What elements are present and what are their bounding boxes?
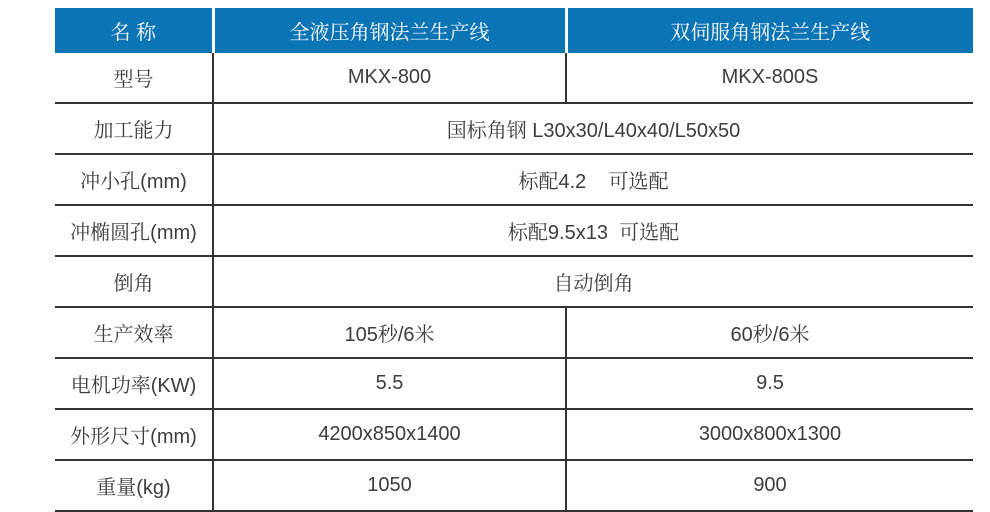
- table-row-motor-power: [55, 358, 973, 409]
- row-label: 冲椭圆孔(mm): [55, 205, 213, 256]
- model-product-1: MKX-800: [213, 53, 566, 103]
- table-row-oblong-hole: [55, 205, 973, 256]
- row-label: 电机功率(KW): [55, 358, 213, 409]
- chamfer-value: 自动倒角: [213, 256, 973, 307]
- weight-product-1: 1050: [213, 460, 566, 511]
- row-label: 型号: [55, 53, 213, 103]
- table-row-small-hole: [55, 154, 973, 205]
- motor-power-product-1: 5.5: [213, 358, 566, 409]
- row-label: 生产效率: [55, 307, 213, 358]
- model-product-2: MKX-800S: [566, 53, 973, 103]
- row-label: 冲小孔(mm): [55, 154, 213, 205]
- header-product-2: 双伺服角钢法兰生产线: [566, 8, 973, 53]
- dimensions-product-2: 3000x800x1300: [566, 409, 973, 460]
- weight-product-2: 900: [566, 460, 973, 511]
- table-header-row: [55, 8, 973, 53]
- header-product-1: 全液压角钢法兰生产线: [213, 8, 566, 53]
- header-name-label: 名 称: [55, 8, 213, 53]
- small-hole-value: 标配4.2 可选配: [213, 154, 973, 205]
- row-label: 外形尺寸(mm): [55, 409, 213, 460]
- table-row-weight: [55, 460, 973, 511]
- efficiency-product-1: 105秒/6米: [213, 307, 566, 358]
- row-label: 重量(kg): [55, 460, 213, 511]
- table-row-dimensions: [55, 409, 973, 460]
- row-label: 加工能力: [55, 103, 213, 154]
- table-row-chamfer: [55, 256, 973, 307]
- row-label: 倒角: [55, 256, 213, 307]
- table-row-model: [55, 53, 973, 103]
- efficiency-product-2: 60秒/6米: [566, 307, 973, 358]
- table-row-efficiency: [55, 307, 973, 358]
- product-spec-table: [55, 8, 973, 512]
- dimensions-product-1: 4200x850x1400: [213, 409, 566, 460]
- capability-value: 国标角钢 L30x30/L40x40/L50x50: [213, 103, 973, 154]
- table-row-capability: [55, 103, 973, 154]
- motor-power-product-2: 9.5: [566, 358, 973, 409]
- oblong-hole-value: 标配9.5x13 可选配: [213, 205, 973, 256]
